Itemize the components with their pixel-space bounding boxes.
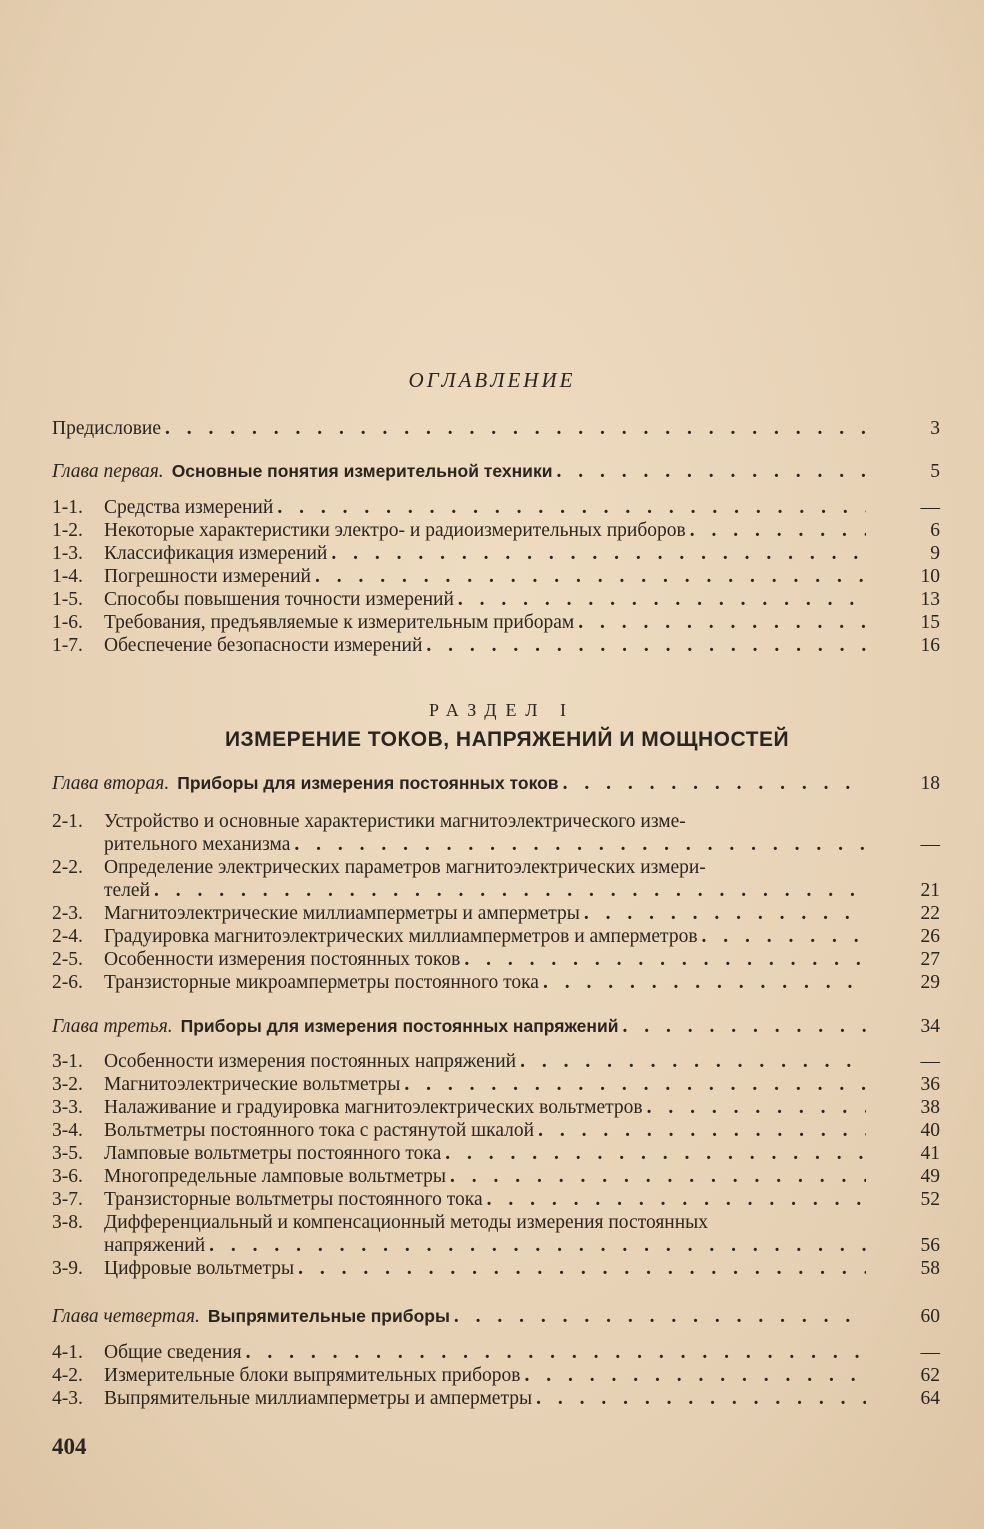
entry-text: Погрешности измерений (104, 566, 311, 587)
entry-page: — (920, 497, 940, 518)
entry-text: Магнитоэлектрические вольтметры (104, 1074, 401, 1095)
toc-entry[interactable] (52, 496, 940, 519)
dot-leader (578, 611, 866, 634)
entry-text: Особенности измерения постоянных напряжений (104, 1051, 517, 1072)
entry-number: 3-4. (52, 1120, 83, 1141)
toc-entry[interactable] (52, 1341, 940, 1364)
toc-entry[interactable] (52, 1050, 940, 1073)
entry-text: Цифровые вольтметры (104, 1258, 295, 1279)
chapter-prefix: Глава вторая. (52, 773, 170, 794)
dot-leader (556, 460, 866, 483)
dot-leader (246, 1341, 866, 1364)
dot-leader (647, 1096, 866, 1119)
chapter-title: Приборы для измерения постоянных напряжений (180, 1016, 619, 1036)
entry-number: 3-7. (52, 1189, 83, 1210)
toc-entry[interactable] (52, 1142, 940, 1165)
entry-number: 2-1. (52, 811, 83, 832)
entry-text: Многопредельные ламповые вольтметры (104, 1166, 446, 1187)
entry-number: 2-2. (52, 857, 83, 878)
entry-page: 49 (920, 1166, 940, 1187)
entry-text: Общие сведения (104, 1342, 242, 1363)
toc-entry[interactable] (52, 1387, 940, 1410)
chapter-heading-2[interactable] (52, 772, 940, 795)
chapter-heading-4[interactable] (52, 1305, 940, 1328)
entry-text: Особенности измерения постоянных токов (104, 949, 461, 970)
dot-leader (536, 1387, 866, 1410)
entry-number: 3-8. (52, 1212, 83, 1233)
entry-page: 40 (920, 1120, 940, 1141)
entry-page: 34 (920, 1016, 940, 1037)
entry-page: — (920, 834, 940, 855)
chapter1-items (52, 496, 940, 657)
entry-text: Требования, предъявляемые к измерительным приборам (104, 612, 575, 633)
entry-number: 4-1. (52, 1342, 83, 1363)
dot-leader (404, 1073, 866, 1096)
entry-page: 15 (920, 612, 940, 633)
chapter4-items (52, 1341, 940, 1410)
toc-entry[interactable] (52, 1364, 940, 1387)
toc-entry[interactable] (52, 902, 940, 925)
toc-entry[interactable] (52, 588, 940, 611)
entry-page: 3 (930, 418, 940, 439)
entry-page: 26 (920, 926, 940, 947)
toc-entry[interactable] (52, 810, 940, 856)
entry-number: 2-4. (52, 926, 83, 947)
dot-leader (154, 879, 866, 902)
entry-text: Некоторые характеристики электро- и радиоизмерительных приборов (104, 520, 686, 541)
entry-page: 56 (920, 1235, 940, 1256)
entry-number: 3-5. (52, 1143, 83, 1164)
dot-leader (454, 1305, 866, 1328)
dot-leader (331, 542, 866, 565)
entry-page: 29 (920, 972, 940, 993)
entry-page: 64 (920, 1388, 940, 1409)
section-title: ИЗМЕРЕНИЕ ТОКОВ, НАПРЯЖЕНИЙ И МОЩНОСТЕЙ (224, 728, 790, 751)
dot-leader (294, 833, 866, 856)
entry-page: 52 (920, 1189, 940, 1210)
chapter-prefix: Глава первая. (52, 461, 164, 482)
entry-text: Способы повышения точности измерений (104, 589, 454, 610)
toc-entry[interactable] (52, 542, 940, 565)
entry-page: — (920, 1342, 940, 1363)
entry-number: 2-6. (52, 972, 83, 993)
entry-text: Градуировка магнитоэлектрических миллиамперметров и амперметров (104, 926, 698, 947)
page-number: 404 (52, 1434, 87, 1459)
entry-page: 16 (920, 635, 940, 656)
dot-leader (563, 772, 866, 795)
toc-entry[interactable] (52, 519, 940, 542)
entry-number: 4-3. (52, 1388, 83, 1409)
dot-leader (622, 1015, 866, 1038)
entry-number: 2-5. (52, 949, 83, 970)
chapter-title: Выпрямительные приборы (207, 1306, 450, 1326)
entry-page: 22 (920, 903, 940, 924)
dot-leader (690, 519, 866, 542)
entry-page: 38 (920, 1097, 940, 1118)
dot-leader (584, 902, 866, 925)
toc-entry[interactable] (52, 1119, 940, 1142)
dot-leader (702, 925, 866, 948)
dot-leader (524, 1364, 866, 1387)
dot-leader (458, 588, 866, 611)
dot-leader (315, 565, 866, 588)
toc-entry[interactable] (52, 1211, 940, 1257)
dot-leader (298, 1257, 866, 1280)
entry-number: 3-6. (52, 1166, 83, 1187)
entry-text-continued: рительного механизма (104, 834, 291, 855)
section-label: РАЗДЕЛ I (429, 700, 575, 720)
chapter-prefix: Глава третья. (52, 1016, 173, 1037)
entry-page: — (920, 1051, 940, 1072)
entry-number: 4-2. (52, 1365, 83, 1386)
entry-text: Дифференциальный и компенсационный методы измерения постоянных (104, 1212, 709, 1233)
toc-entry[interactable] (52, 925, 940, 948)
toc-entry[interactable] (52, 1096, 940, 1119)
entry-page: 9 (930, 543, 940, 564)
entry-page: 36 (920, 1074, 940, 1095)
entry-page: 41 (920, 1143, 940, 1164)
entry-page: 62 (920, 1365, 940, 1386)
toc-entry[interactable] (52, 1165, 940, 1188)
chapter-heading-3[interactable] (52, 1015, 940, 1038)
toc-entry[interactable] (52, 634, 940, 657)
entry-number: 3-9. (52, 1258, 83, 1279)
entry-page: 21 (920, 880, 940, 901)
entry-page: 27 (920, 949, 940, 970)
entry-number: 3-3. (52, 1097, 83, 1118)
dot-leader (209, 1234, 866, 1257)
entry-number: 1-6. (52, 612, 83, 633)
toc-entry[interactable] (52, 971, 940, 994)
entry-text: Налаживание и градуировка магнитоэлектрических вольтметров (104, 1097, 643, 1118)
toc-entry[interactable] (52, 948, 940, 971)
dot-leader (464, 948, 866, 971)
dot-leader (520, 1050, 866, 1073)
entry-number: 1-3. (52, 543, 83, 564)
entry-number: 1-7. (52, 635, 83, 656)
entry-text: Вольтметры постоянного тока с растянутой шкалой (104, 1120, 535, 1141)
entry-text-continued: телей (104, 880, 150, 901)
toc-entry[interactable] (52, 611, 940, 634)
dot-leader (450, 1165, 866, 1188)
toc-entry[interactable] (52, 1257, 940, 1280)
toc-entry[interactable] (52, 565, 940, 588)
entry-text: Транзисторные микроамперметры постоянного тока (104, 972, 539, 993)
chapter-title: Основные понятия измерительной техники (171, 461, 553, 481)
entry-text: Средства измерений (104, 497, 274, 518)
toc-entry[interactable] (52, 856, 940, 902)
toc-entry[interactable] (52, 1188, 940, 1211)
entry-number: 1-1. (52, 497, 83, 518)
entry-number: 2-3. (52, 903, 83, 924)
entry-number: 1-2. (52, 520, 83, 541)
entry-number: 3-2. (52, 1074, 83, 1095)
entry-text: Транзисторные вольтметры постоянного тока (104, 1189, 483, 1210)
entry-number: 1-4. (52, 566, 83, 587)
entry-page: 13 (920, 589, 940, 610)
dot-leader (277, 496, 866, 519)
toc-title: ОГЛАВЛЕНИЕ (408, 368, 576, 392)
entry-page: 10 (920, 566, 940, 587)
entry-text-continued: напряжений (104, 1235, 206, 1256)
entry-text: Магнитоэлектрические миллиамперметры и амперметры (104, 903, 580, 924)
chapter3-items (52, 1050, 940, 1280)
entry-page: 5 (930, 461, 940, 482)
chapter-heading-1[interactable] (52, 460, 940, 483)
dot-leader (426, 634, 866, 657)
entry-page: 60 (920, 1306, 940, 1327)
dot-leader (165, 417, 866, 440)
dot-leader (538, 1119, 866, 1142)
entry-text: Обеспечение безопасности измерений (104, 635, 423, 656)
dot-leader (445, 1142, 866, 1165)
entry-number: 1-5. (52, 589, 83, 610)
entry-page: 6 (930, 520, 940, 541)
entry-text: Ламповые вольтметры постоянного тока (104, 1143, 442, 1164)
entry-text: Определение электрических параметров магнитоэлектрических измери- (104, 857, 706, 878)
entry-text: Устройство и основные характеристики магнитоэлектрического изме- (104, 811, 686, 832)
entry-page: 18 (920, 773, 940, 794)
toc-entry-preface[interactable] (52, 417, 940, 440)
entry-text: Предисловие (52, 418, 162, 439)
chapter2-items (52, 810, 940, 994)
entry-text: Выпрямительные миллиамперметры и амперметры (104, 1388, 533, 1409)
chapter-title: Приборы для измерения постоянных токов (177, 773, 559, 793)
dot-leader (487, 1188, 866, 1211)
entry-text: Измерительные блоки выпрямительных приборов (104, 1365, 521, 1386)
entry-number: 3-1. (52, 1051, 83, 1072)
chapter-prefix: Глава четвертая. (52, 1306, 200, 1327)
dot-leader (543, 971, 866, 994)
toc-entry[interactable] (52, 1073, 940, 1096)
entry-text: Классификация измерений (104, 543, 328, 564)
entry-page: 58 (920, 1258, 940, 1279)
